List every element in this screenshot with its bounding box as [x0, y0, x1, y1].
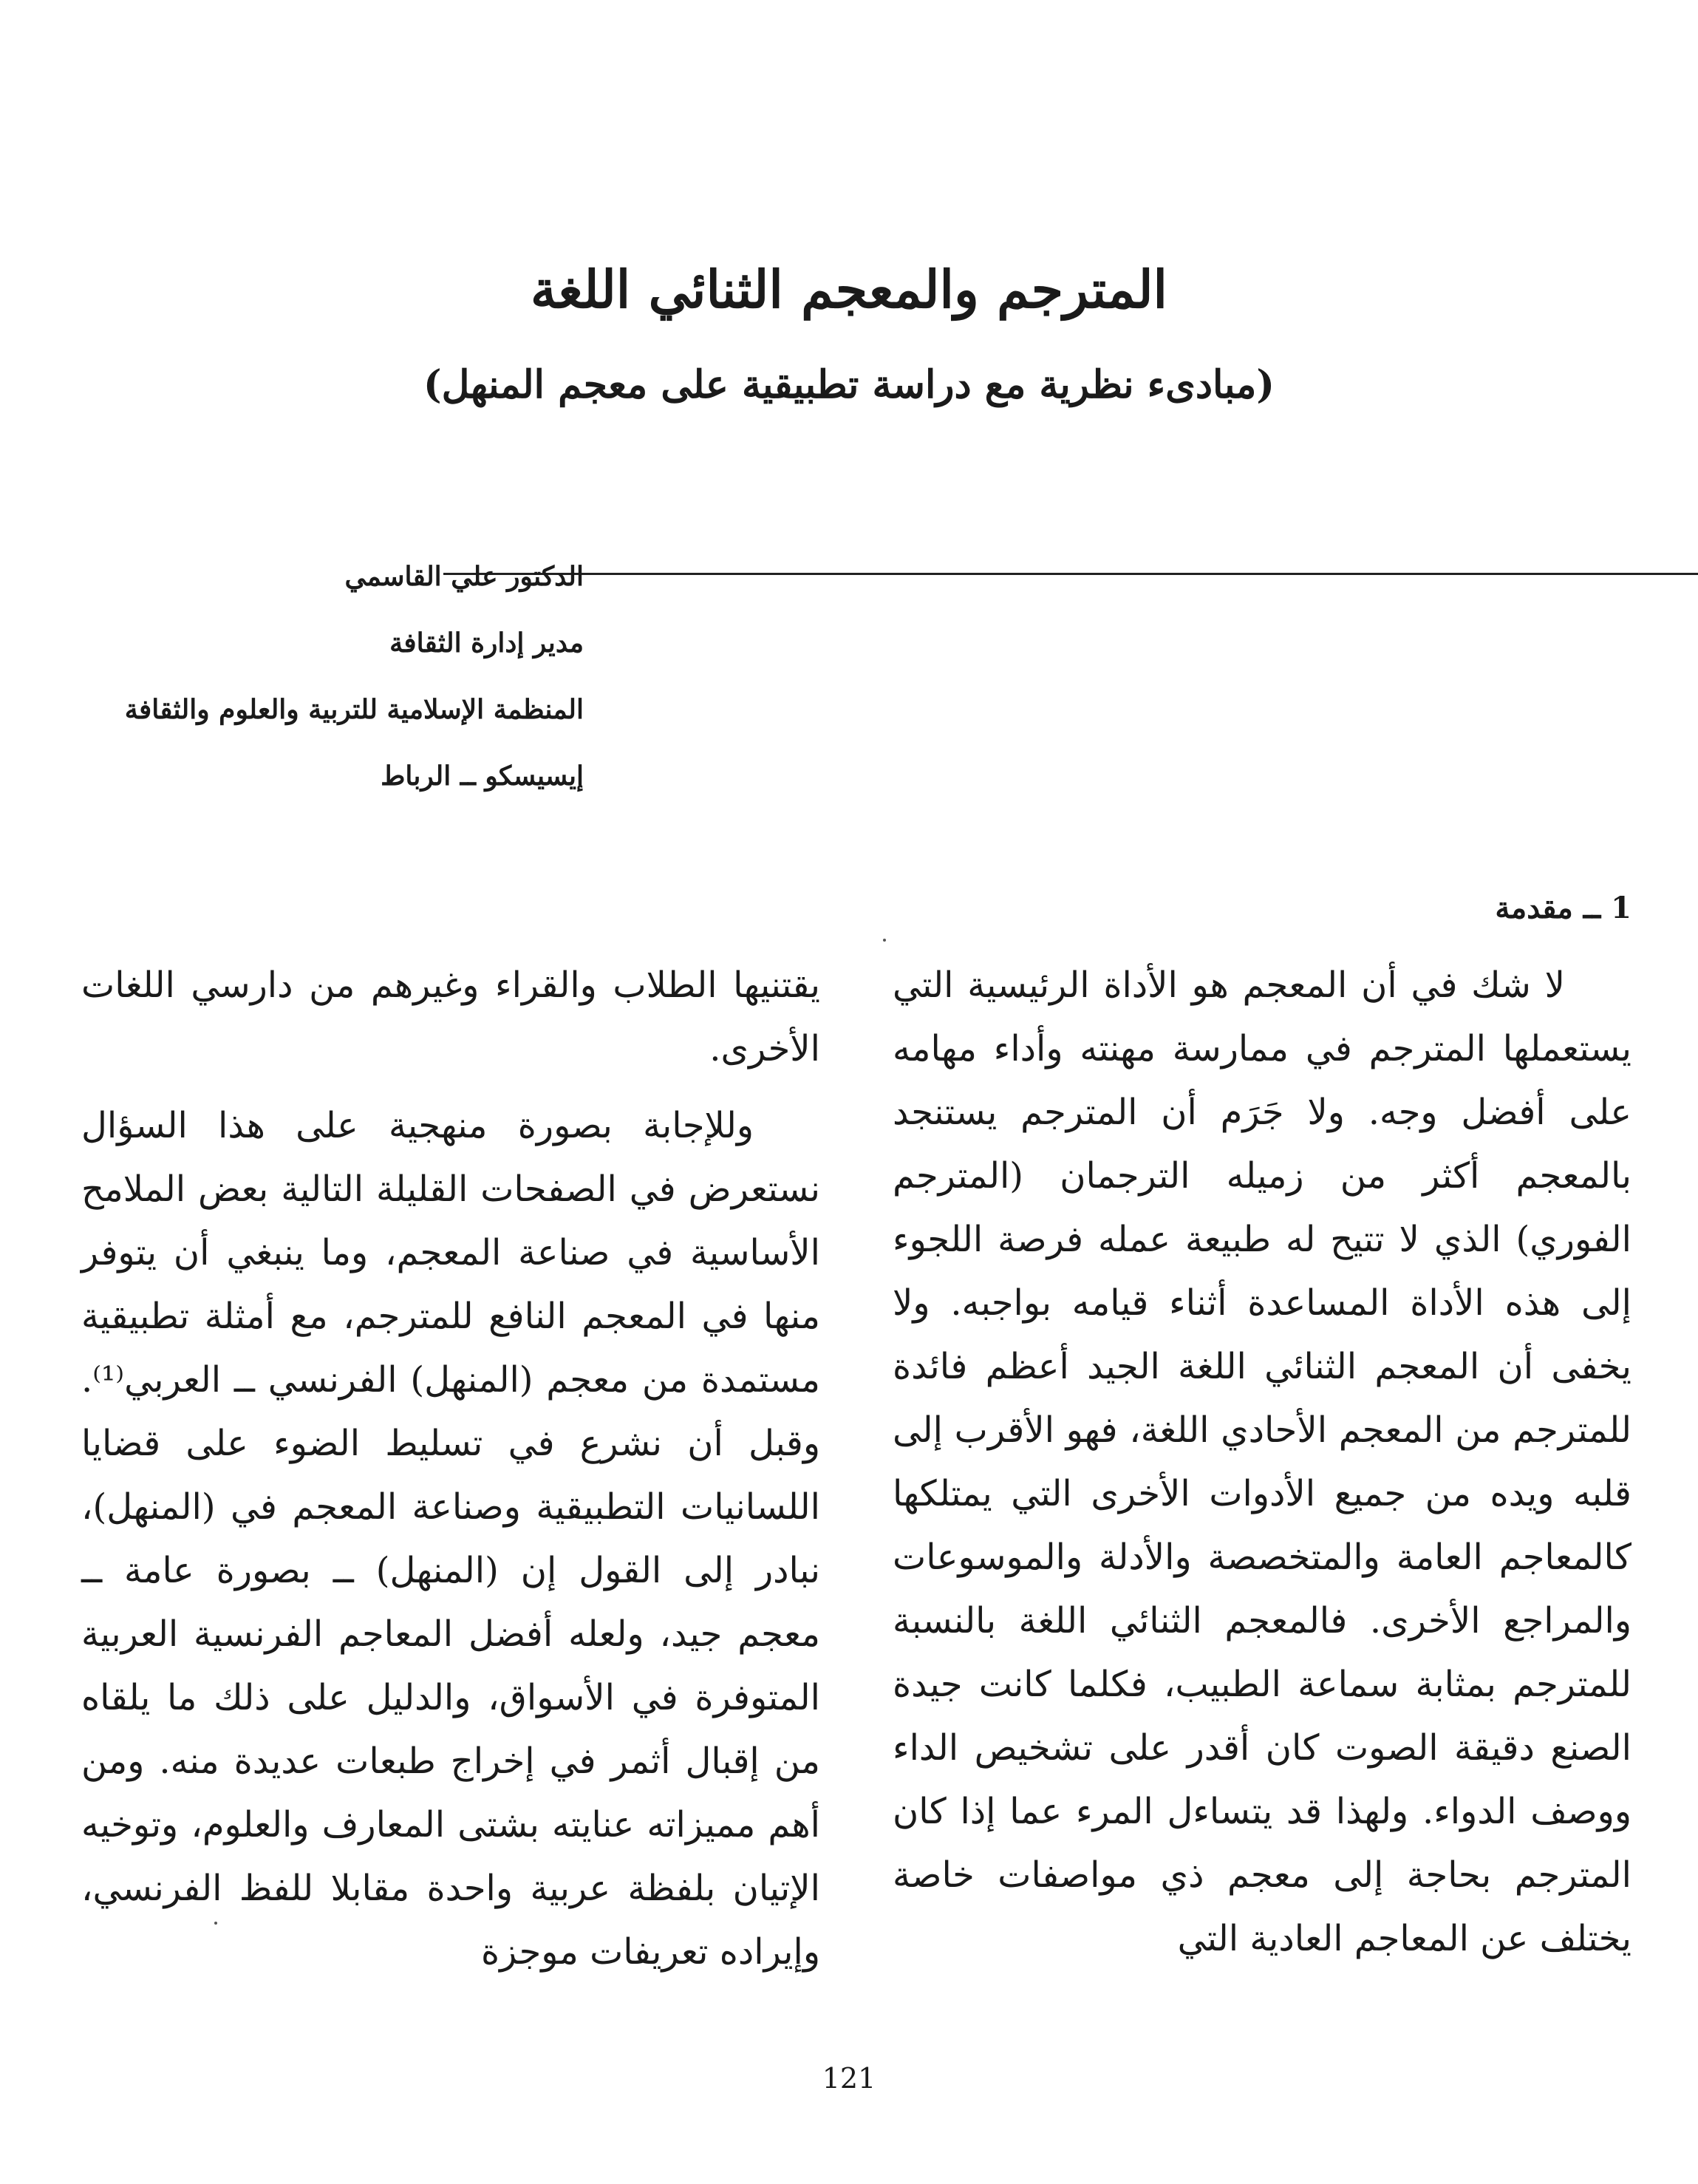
- author-block: [124, 543, 1648, 792]
- article-subtitle: (مبادىء نظرية مع دراسة تطبيقية على معجم المنهل): [423, 362, 1275, 407]
- left-column: [81, 953, 820, 1997]
- right-column: [893, 953, 1631, 1984]
- right-column-paragraph: لا شك في أن المعجم هو الأداة الرئيسية التي يستعملها المترجم في ممارسة مهنته وأداء مهامه على أفضل وجه. ولا جَرَم أن المترجم يستنجد بالمعجم أكثر من زميله الترجمان (المترجم الفوري) الذي لا تتيح له طبيعة عمله فرصة اللجوء إلى هذه الأداة المساعدة أثناء قيامه بواجبه. ولا يخفى أن المعجم الثنائي اللغة الجيد أعظم فائدة للمترجم من المعجم الأحادي اللغة، فهو الأقرب إلى قلبه ويده من جميع الأدوات الأخرى التي يمتلكها كالمعاجم العامة والمتخصصة والأدلة والموسوعات والمراجع الأخرى. فالمعجم الثنائي اللغة بالنسبة للمترجم بمثابة سماعة الطبيب، فكلما كانت جيدة الصنع دقيقة الصوت كان أقدر على تشخيص الداء ووصف الدواء. ولهذا قد يتساءل المرء عما إذا كان المترجم بحاجة إلى معجم ذي مواصفات خاصة يختلف عن المعاجم العادية التي: [893, 965, 1631, 1959]
- author-location: إيسيسكو ــ الرباط: [381, 761, 584, 792]
- scan-speck: [214, 1922, 217, 1925]
- author-rule-divider: [443, 573, 1698, 575]
- left-column-paragraph: وللإجابة بصورة منهجية على هذا السؤال نستعرض في الصفحات القليلة التالية بعض الملامح الأساسية في صناعة المعجم، وما ينبغي أن يتوفر منها في المعجم النافع للمترجم، مع أمثلة تطبيقية مستمدة من معجم (المنهل) الفرنسي ــ العربي⁽¹⁾. وقبل أن نشرع في تسليط الضوء على قضايا اللسانيات التطبيقية وصناعة المعجم في (المنهل)، نبادر إلى القول إن (المنهل) ــ بصورة عامة ــ معجم جيد، ولعله أفضل المعاجم الفرنسية العربية المتوفرة في الأسواق، والدليل على ذلك ما يلقاه من إقبال أثمر في إخراج طبعات عديدة منه. ومن أهم مميزاته عنايته بشتى المعارف والعلوم، وتوخيه الإتيان بلفظة عربية واحدة مقابلا للفظ الفرنسي، وإيراده تعريفات موجزة: [81, 1105, 820, 1973]
- page-number: 121: [822, 2062, 876, 2095]
- author-name: الدكتور علي القاسمي: [344, 561, 584, 592]
- left-column-paragraph: يقتنيها الطلاب والقراء وغيرهم من دارسي اللغات الأخرى.: [81, 965, 820, 1069]
- scan-speck: [883, 939, 886, 942]
- author-organization: المنظمة الإسلامية للتربية والعلوم والثقافة: [124, 694, 584, 725]
- article-title: المترجم والمعجم الثنائي اللغة: [531, 259, 1167, 320]
- section-heading-introduction: 1 ــ مقدمة: [1495, 891, 1631, 925]
- author-info: [125, 543, 584, 809]
- author-position: مدير إدارة الثقافة: [389, 627, 584, 659]
